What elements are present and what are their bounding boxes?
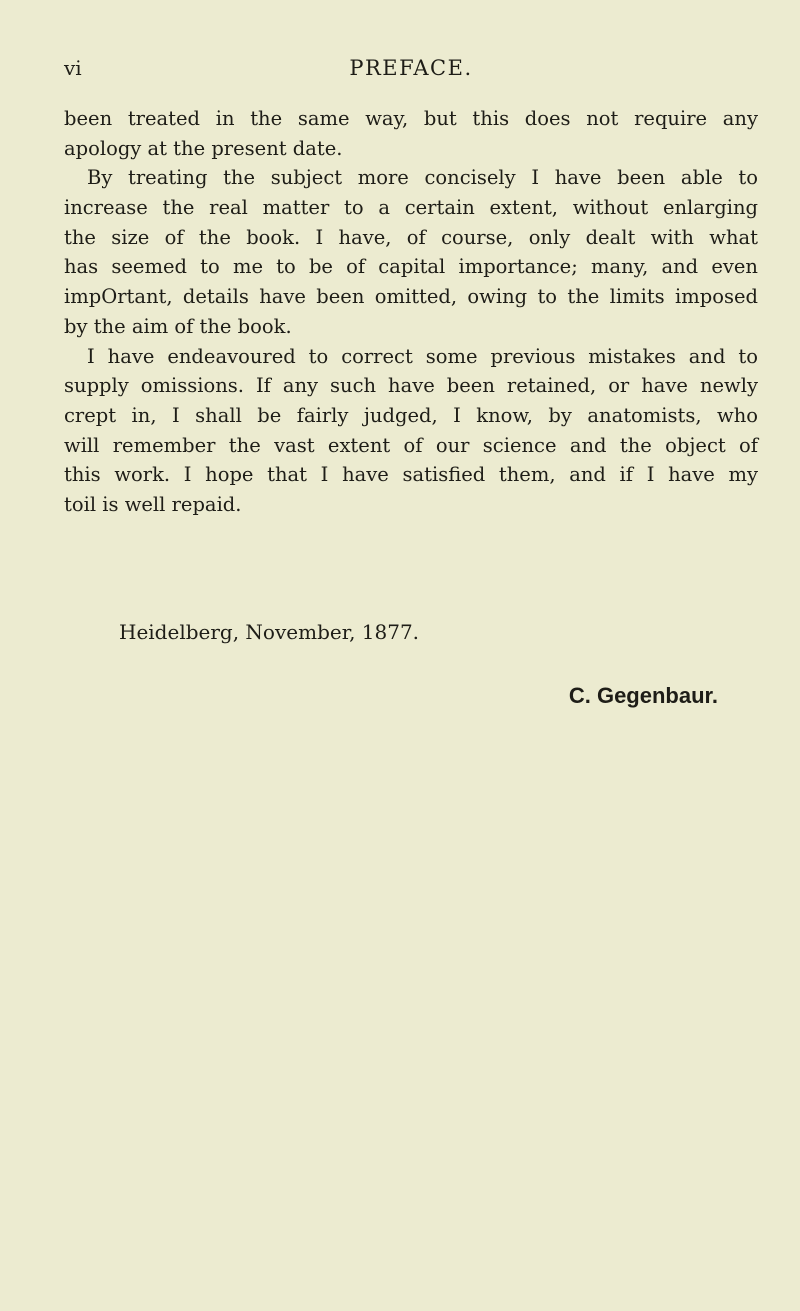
preface-text [64,104,758,520]
page-number: vi [64,56,82,80]
running-title: PREFACE. [349,56,473,80]
text-line: apology at the present date. [64,136,343,160]
text-line: has seemed to me to be of capital importance; many, and even [64,255,758,279]
text-line: impOrtant, details have been omitted, owing to the limits imposed [64,285,758,309]
text-line: by the aim of the book. [64,314,292,338]
text-line: crept in, I shall be fairly judged, I know, by anatomists, who [64,403,758,427]
paragraph-first-line: By treating the subject more concisely I have been able to [87,166,758,190]
text-line: been treated in the same way, but this does not require any [64,107,758,130]
running-head [64,56,758,86]
author-signature: C. Gegenbaur. [568,683,718,708]
text-line: will remember the vast extent of our science and the object of [64,433,758,457]
text-line: increase the real matter to a certain extent, without enlarging [64,196,758,220]
text-line: supply omissions. If any such have been retained, or have newly [64,374,758,398]
dateline: Heidelberg, November, 1877. [119,620,420,644]
text-line: toil is well repaid. [64,492,242,516]
text-line: this work. I hope that I have satisfied them, and if I have my [64,463,758,487]
text-line: the size of the book. I have, of course, only dealt with what [64,225,758,249]
paragraph-first-line: I have endeavoured to correct some previous mistakes and to [87,344,758,368]
